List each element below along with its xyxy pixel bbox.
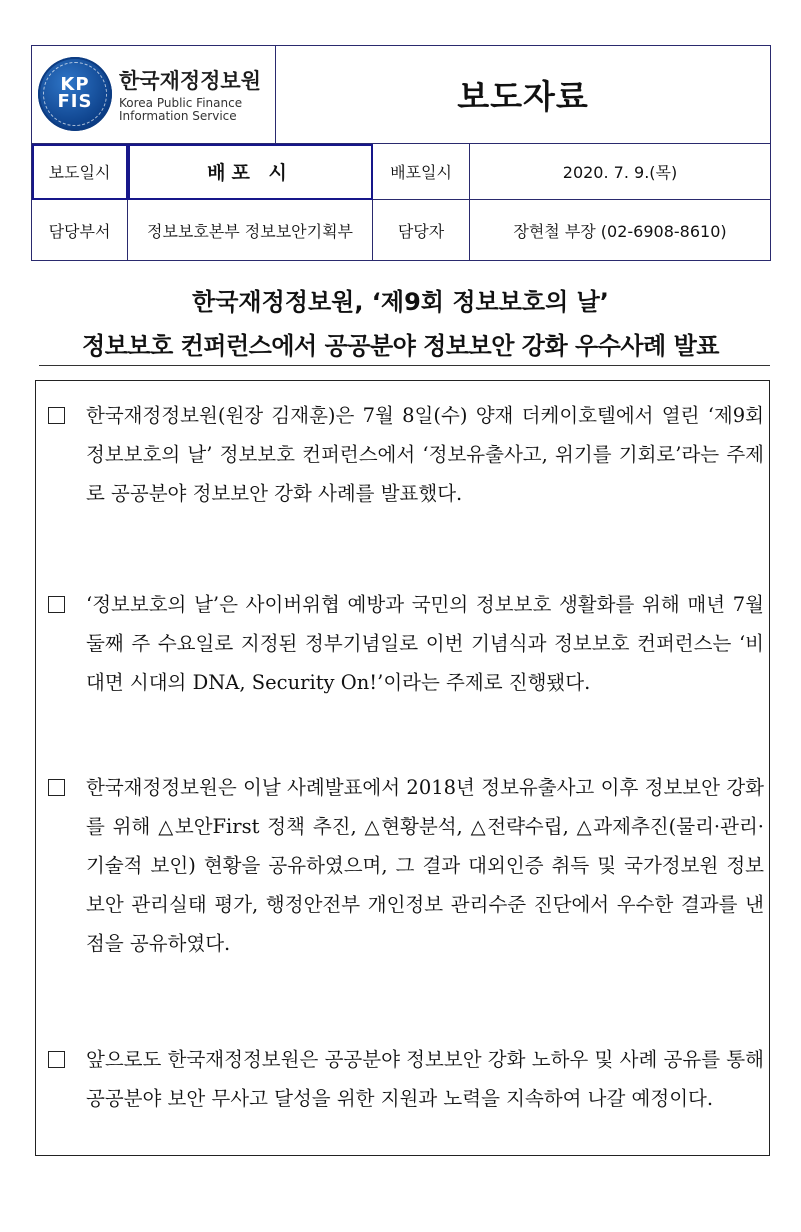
headline-divider xyxy=(39,365,770,366)
contact-label: 담당자 xyxy=(373,200,470,261)
paragraph-text: 앞으로도 한국재정정보원은 공공분야 정보보안 강화 노하우 및 사례 공유를 통해 공공분야 보안 무사고 달성을 위한 지원과 노력을 지속하여 나갈 예정이다. xyxy=(86,1048,764,1110)
kpfis-seal-logo: KP FIS xyxy=(38,57,112,131)
checkbox-square-icon xyxy=(48,407,65,424)
checkbox-square-icon xyxy=(48,779,65,796)
checkbox-square-icon xyxy=(48,1051,65,1068)
contact-value: 장현철 부장 (02-6908-8610) xyxy=(470,200,771,261)
dept-label: 담당부서 xyxy=(32,200,128,261)
paragraph-text: 한국재정정보원(원장 김재훈)은 7월 8일(수) 양재 더케이호텔에서 열린 ‘제9회 정보보호의 날’ 정보보호 컨퍼런스에서 ‘정보유출사고, 위기를 기회로’라는 주제로 공공분야 정보보안 강화 사례를 발표했다. xyxy=(86,404,764,505)
report-date-value: 배포 시 xyxy=(128,144,373,200)
distribution-label: 배포일시 xyxy=(373,144,470,200)
paragraph-text: ‘정보보호의 날’은 사이버위협 예방과 국민의 정보보호 생활화를 위해 매년 7월 둘째 주 수요일로 지정된 정부기념일로 이번 기념식과 정보보호 컨퍼런스는 ‘비대면 시대의 DNA, Security On!’이라는 주제로 진행됐다. xyxy=(86,593,764,694)
press-header xyxy=(31,45,770,260)
paragraph xyxy=(48,768,764,963)
paragraph xyxy=(48,1040,764,1118)
dept-value: 정보보호본부 정보보안기획부 xyxy=(128,200,373,261)
headline-line-1: 한국재정정보원, ‘제9회 정보보호의 날’ xyxy=(192,288,609,316)
distribution-value: 2020. 7. 9.(목) xyxy=(470,144,771,200)
org-name-ko: 한국재정정보원 xyxy=(119,69,262,93)
doc-type-title: 보도자료 xyxy=(276,46,771,144)
checkbox-square-icon xyxy=(48,596,65,613)
paragraph-text: 한국재정정보원은 이날 사례발표에서 2018년 정보유출사고 이후 정보보안 강화를 위해 △보안First 정책 추진, △현황분석, △전략수립, △과제추진(물리·관리·기술적 보인) 현황을 공유하였으며, 그 결과 대외인증 취득 및 국가정보원 정보보안 관리실태 평가, 행정안전부 개인정보 관리수준 진단에서 우수한 결과를 낸 점을 공유하였다. xyxy=(86,776,764,955)
paragraph xyxy=(48,396,764,513)
headline-line-2: 정보보호 컨퍼런스에서 공공분야 정보보안 강화 우수사례 발표 xyxy=(82,332,719,360)
paragraph xyxy=(48,585,764,702)
org-name-en: Korea Public Finance Information Service xyxy=(119,96,243,123)
org-logo-cell xyxy=(32,46,276,144)
report-date-label: 보도일시 xyxy=(32,144,128,200)
